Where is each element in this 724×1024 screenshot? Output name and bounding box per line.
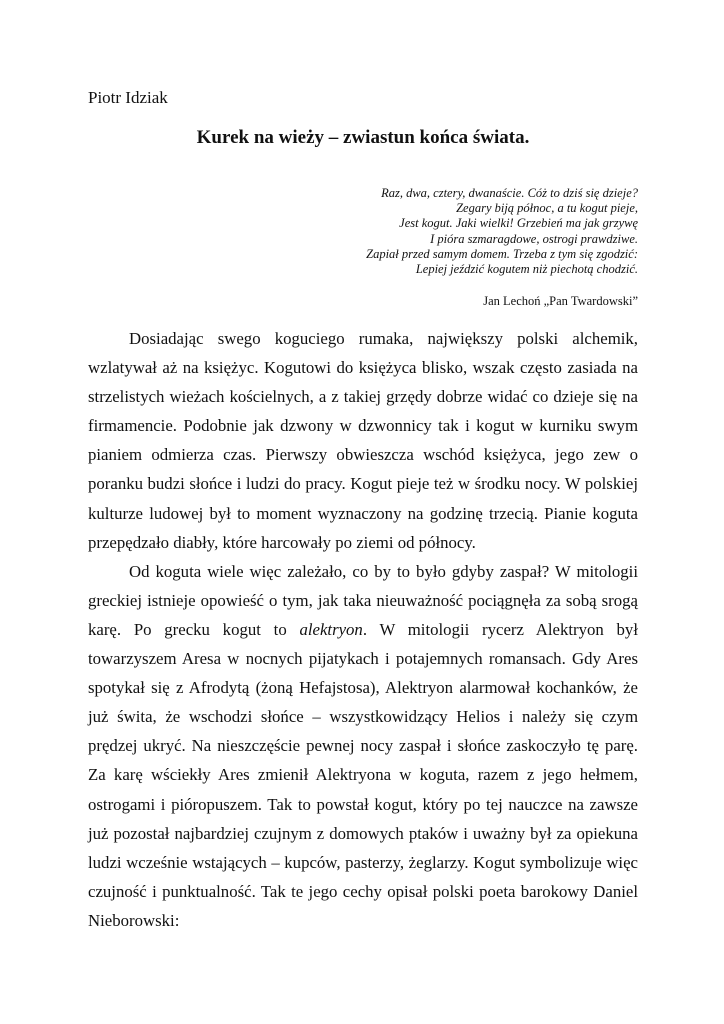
body-text [88,324,638,935]
motto-line: Lepiej jeździć kogutem niż piechotą chodzić. [415,262,638,277]
motto-line: Raz, dwa, cztery, dwanaście. Cóż to dziś się dzieje? [381,186,638,200]
paragraph-text-start: Od koguta wiele więc zależało, co by to było gdyby zaspał? W mitologii greckiej istnieje opowieść o tym, jak taka nieuważność pociągnęła za sobą srogą karę. Po grecku kogut to [88,561,638,639]
paragraph-text: Dosiadając swego koguciego rumaka, największy polski alchemik, wzlatywał aż na księżyc. Kogutowi do księżyca blisko, wszak często zasiada na strzelistych wieżach kościelnych, a z takiej grzędy dobrze widać co dzieje się na firmamencie. Podobnie jak dzwony w dzwonnicy tak i kogut w kurniku swym pianiem odmierza czas. Pierwszy obwieszcza wschód księżyca, jego zew o poranku budzi słońce i ludzi do pracy. Kogut pieje też w środku nocy. W polskiej kulturze ludowej był to moment wyznaczony na godzinę trzecią. Pianie koguta przepędzało diabły, które harcowały po ziemi od północy. [88,329,638,552]
motto-source: Jan Lechoń „Pan Twardowski” [483,294,638,308]
paragraph-text [88,562,638,930]
motto-verse [218,186,638,277]
motto-line: Zegary biją północ, a tu kogut pieje, [456,201,638,216]
author-name: Piotr Idziak [88,88,168,107]
italic-term: alektryon [299,619,363,639]
page-title: Kurek na wieży – zwiastun końca świata. [196,127,530,148]
motto-line: Zapiał przed samym domem. Trzeba z tym się zgodzić: [366,246,638,261]
motto-line: I pióra szmaragdowe, ostrogi prawdziwe. [430,231,638,246]
paragraph [88,557,638,935]
motto-line: Jest kogut. Jaki wielki! Grzebień ma jak grzywę [399,216,638,231]
paragraph [88,324,638,557]
paragraph-text-end: . W mitologii rycerz Alektryon był towarzyszem Aresa w nocnych pijatykach i potajemnych romansach. Gdy Ares spotykał się z Afrodytą (żoną Hefajstosa), Alektryon alarmował kochanków, że już świta, że wschodzi słońce – wszystkowidzący Helios i należy się czym prędzej ukryć. Na nieszczęście pewnej nocy zaspał i słońce zaskoczyło tę parę. Za karę wściekły Ares zmienił Alektryona w koguta, razem z jego hełmem, ostrogami i pióropuszem. Tak to powstał kogut, który po tej nauczce na zawsze już pozostał najbardziej czujnym z domowych ptaków i uważny był za opiekuna ludzi wcześnie wstających – kupców, pasterzy, żeglarzy. Kogut symbolizuje więc czujność i punktualność. Tak te jego cechy opisał polski poeta barokowy Daniel Nieborowski: [88,619,638,930]
